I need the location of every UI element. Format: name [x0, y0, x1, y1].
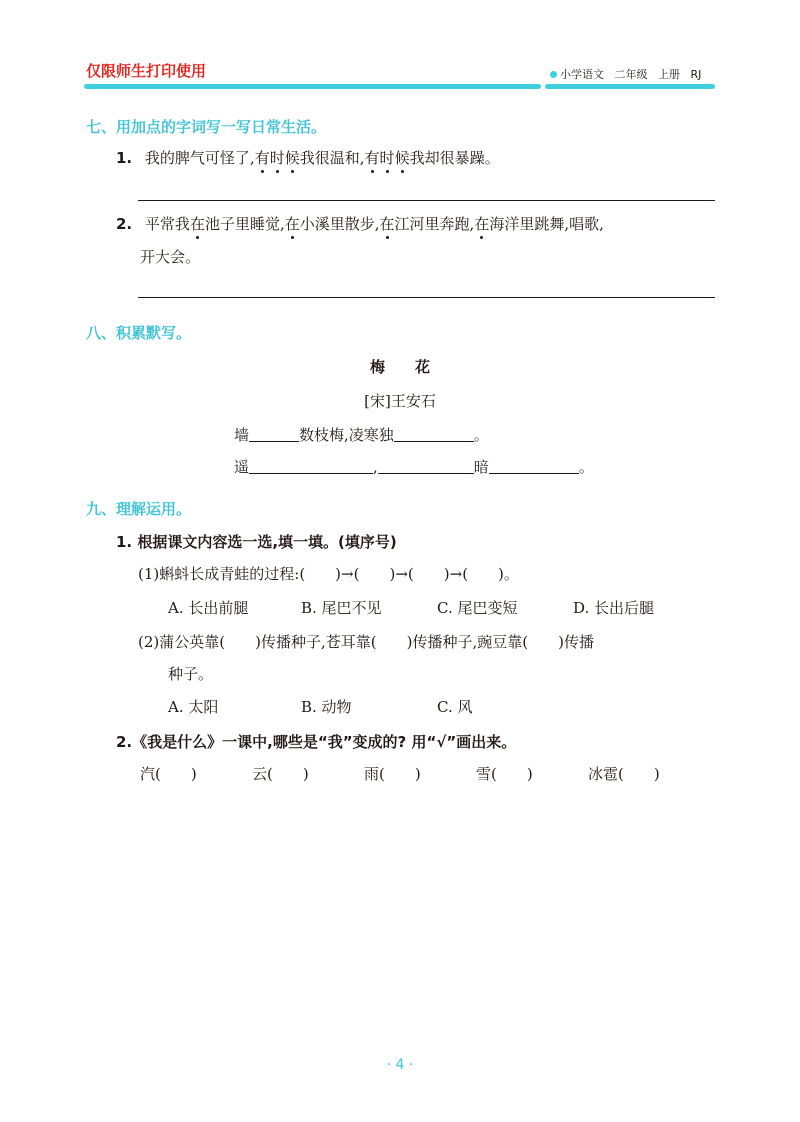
s7-q2-p0: 平常我 — [144, 215, 190, 233]
poem-line-2 — [234, 456, 594, 477]
s7-q2-line1 — [116, 213, 604, 234]
s9-sub2-paren-1[interactable]: ( ) — [219, 633, 261, 651]
poem-l2-d: 。 — [578, 458, 594, 476]
poem-title: 梅 花 — [369, 358, 430, 376]
s9-sub2-p3: 传播种子,豌豆靠 — [412, 633, 523, 651]
s7-q2-p6: 江河里奔跑, — [394, 215, 475, 233]
header-bar-right — [545, 84, 715, 89]
poem-line-1 — [234, 424, 489, 445]
s7-q1-answer-line[interactable] — [138, 200, 715, 201]
s7-q2-answer-line[interactable] — [138, 297, 715, 298]
check-paren[interactable]: ( ) — [379, 765, 421, 783]
s7-q1-number: 1. — [116, 149, 133, 167]
s9-sub1-option-d: D. 长出后腿 — [573, 599, 655, 617]
section-8-title: 八、积累默写。 — [86, 324, 192, 342]
s7-q2-p4: 小溪里散步, — [299, 215, 380, 233]
s7-q2-em4: 在 — [474, 215, 490, 233]
arrow-icon: → — [341, 565, 354, 583]
s9-sub1-paren-1[interactable]: ( ) — [299, 565, 342, 583]
s7-q2-p2: 池子里睡觉, — [204, 215, 285, 233]
poem-blank-4[interactable] — [378, 459, 474, 474]
s9-sub1-paren-2[interactable]: ( ) — [353, 565, 396, 583]
s9-sub1-paren-3[interactable]: ( ) — [407, 565, 450, 583]
section-7-title: 七、用加点的字词写一写日常生活。 — [86, 118, 327, 136]
poem-l1-c: 。 — [473, 426, 489, 444]
check-paren[interactable]: ( ) — [491, 765, 533, 783]
s9-sub2-option-c: C. 风 — [437, 698, 473, 716]
poem-blank-3[interactable] — [249, 459, 373, 474]
s7-q2-line2: 开大会。 — [140, 248, 201, 266]
header-course-info — [550, 66, 701, 82]
s9-sub2-paren-2[interactable]: ( ) — [370, 633, 413, 651]
s9-q2-item: 云( ) — [252, 765, 309, 783]
s9-sub1-option-b: B. 尾巴不见 — [301, 599, 382, 617]
poem-author: [宋]王安石 — [364, 392, 436, 410]
s9-sub2-line2: 种子。 — [168, 665, 214, 683]
s9-sub2-option-b: B. 动物 — [301, 698, 352, 716]
s9-q2-label: 2.《我是什么》一课中,哪些是“我”变成的? 用“√”画出来。 — [116, 733, 517, 751]
arrow-icon: → — [449, 565, 463, 583]
check-paren[interactable]: ( ) — [155, 765, 197, 783]
section-9-title: 九、理解运用。 — [86, 500, 192, 518]
s9-q1-sub2 — [138, 631, 594, 652]
s7-q1-part4: 我却很暴躁。 — [409, 149, 500, 167]
s7-q1-emph1: 有时候 — [254, 149, 300, 167]
s7-q1-part0: 我的脾气可怪了, — [144, 149, 255, 167]
s9-q1-sub1 — [138, 563, 519, 584]
s9-sub1-text: (1)蝌蚪长成青蛙的过程: — [138, 565, 300, 583]
s7-q2-p8: 海洋里跳舞,唱歌, — [489, 215, 604, 233]
s9-q2-item: 冰雹( ) — [588, 765, 660, 783]
s9-sub2-paren-3[interactable]: ( ) — [522, 633, 564, 651]
header-print-notice: 仅限师生打印使用 — [86, 62, 207, 80]
check-paren[interactable]: ( ) — [618, 765, 660, 783]
s9-sub2-options — [168, 696, 472, 717]
s7-q2-em1: 在 — [189, 215, 205, 233]
check-paren[interactable]: ( ) — [267, 765, 309, 783]
s7-q2-em2: 在 — [284, 215, 300, 233]
s7-q2-em3: 在 — [379, 215, 395, 233]
poem-l1-b: 数枝梅,凌寒独 — [299, 426, 394, 444]
s9-sub1-end: 。 — [503, 565, 519, 583]
s9-q2-items — [140, 763, 660, 784]
s9-sub1-option-c: C. 尾巴变短 — [437, 599, 518, 617]
poem-l2-c: 暗 — [473, 458, 489, 476]
arrow-icon: → — [395, 565, 408, 583]
s9-sub2-p4: 传播 — [563, 633, 594, 651]
s7-q1-emph2: 有时候 — [364, 149, 410, 167]
s9-sub1-option-a: A. 长出前腿 — [168, 599, 249, 617]
s7-q1 — [116, 147, 500, 168]
header-course-text: 小学语文 二年级 上册 RJ — [560, 68, 702, 81]
poem-blank-1[interactable] — [249, 427, 299, 442]
page-number: · 4 · — [386, 1057, 414, 1073]
s9-q1-label: 1. 根据课文内容选一选,填一填。(填序号) — [116, 533, 397, 551]
poem-l2-a: 遥 — [234, 458, 250, 476]
poem-blank-2[interactable] — [394, 427, 474, 442]
poem-blank-5[interactable] — [489, 459, 579, 474]
s7-q1-part2: 我很温和, — [299, 149, 365, 167]
poem-l1-a: 墙 — [234, 426, 250, 444]
poem-l2-b: , — [373, 458, 378, 476]
s7-q2-number: 2. — [116, 215, 133, 233]
s9-sub2-p2: 传播种子,苍耳靠 — [260, 633, 371, 651]
s9-q2-item: 汽( ) — [140, 765, 197, 783]
s9-sub1-paren-4[interactable]: ( ) — [462, 565, 504, 583]
s9-sub1-options — [168, 597, 654, 618]
s9-sub2-p1: (2)蒲公英靠 — [138, 633, 220, 651]
header-dot-icon — [550, 71, 557, 78]
s9-q2-item: 雪( ) — [476, 765, 533, 783]
s9-q2-item: 雨( ) — [364, 765, 421, 783]
header-bar-left — [84, 84, 541, 89]
s9-sub2-option-a: A. 太阳 — [168, 698, 219, 716]
